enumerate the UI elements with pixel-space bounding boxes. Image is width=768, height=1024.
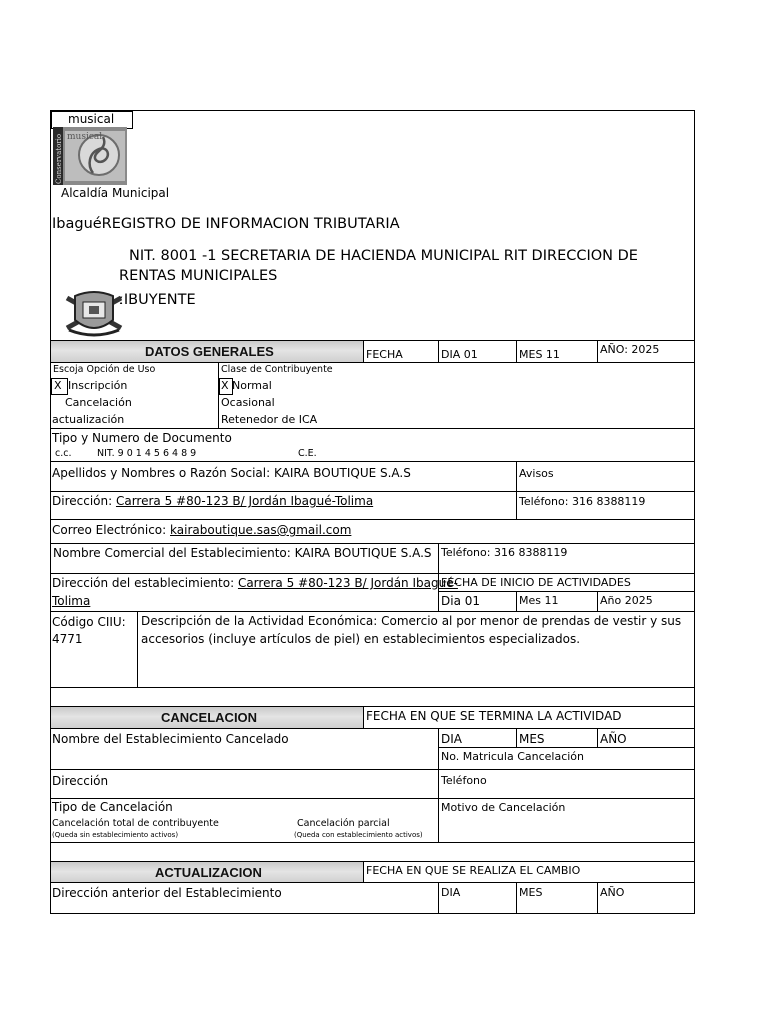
uso-mark: X — [54, 379, 62, 392]
cancelacion-title: CANCELACION — [161, 710, 258, 725]
fecha-dia: DIA 01 — [441, 348, 478, 361]
cancelacion-parcial-option[interactable]: Cancelación parcial — [297, 818, 390, 829]
direccion-field: Dirección: Carrera 5 #80-123 B/ Jordán Ibagué-Tolima — [52, 494, 374, 508]
actualizacion-anio: AÑO — [600, 886, 625, 899]
ce-label: C.E. — [298, 448, 317, 459]
header-line-4: ːIBUYENTE — [119, 292, 196, 308]
frame-top — [50, 110, 695, 111]
fecha-mes: MES 11 — [519, 348, 560, 361]
actividad-line-2: accesorios (incluye artículos de piel) en establecimientos especializados. — [141, 632, 581, 646]
cancelacion-direccion-label: Dirección — [52, 774, 109, 788]
tipo-doc-label: Tipo y Numero de Documento — [52, 431, 232, 445]
telefono-field: Teléfono: 316 8388119 — [519, 495, 646, 508]
inicio-anio: Año 2025 — [600, 594, 653, 607]
uso-label: Escoja Opción de Uso — [53, 364, 156, 375]
correo-field: Correo Electrónico: kairaboutique.sas@gmail.com — [52, 523, 352, 537]
nit-value: NIT. 9 0 1 4 5 6 4 8 9 — [97, 448, 197, 459]
telefono-establecimiento: Teléfono: 316 8388119 — [441, 546, 568, 559]
header-line-1: IbaguéREGISTRO DE INFORMACION TRIBUTARIA — [52, 216, 400, 232]
frame-right — [694, 110, 695, 914]
nombre-comercial: Nombre Comercial del Establecimiento: KAIRA BOUTIQUE S.A.S — [53, 546, 432, 560]
frame-left — [50, 110, 51, 914]
cancelacion-telefono-label: Teléfono — [441, 774, 487, 787]
logo-side-text: Conservatorio — [55, 133, 63, 184]
actualizacion-fecha-label: FECHA EN QUE SE REALIZA EL CAMBIO — [366, 864, 581, 877]
cc-label: c.c. — [55, 448, 72, 459]
header-line-2: NIT. 8001 -1 SECRETARIA DE HACIENDA MUNICIPAL RIT DIRECCION DE — [129, 248, 638, 264]
direccion-establecimiento: Dirección del establecimiento: Carrera 5 #80-123 B/ Jordán Ibagué- — [52, 576, 458, 590]
cancelacion-mes: MES — [519, 732, 545, 746]
ciiu-value: 4771 — [52, 632, 83, 646]
cancelacion-fecha-label: FECHA EN QUE SE TERMINA LA ACTIVIDAD — [366, 709, 622, 723]
avisos-label: Avisos — [519, 467, 554, 480]
fecha-inicio-label: FECHA DE INICIO DE ACTIVIDADES — [441, 576, 631, 589]
cancelacion-parcial-note: (Queda con establecimiento activos) — [294, 831, 423, 839]
cancelacion-anio: AÑO — [600, 732, 627, 746]
direccion-value: Carrera 5 #80-123 B/ Jordán Ibagué-Tolima — [115, 494, 374, 508]
clase-label: Clase de Contribuyente — [221, 364, 333, 375]
uso-option-actualizacion[interactable]: actualización — [52, 413, 125, 426]
clase-option-normal[interactable]: Normal — [232, 379, 272, 392]
logo-overlay-text: musical — [67, 132, 103, 142]
fecha-label: FECHA — [366, 348, 403, 361]
tipo-cancelacion-label: Tipo de Cancelación — [52, 800, 173, 814]
header-line-3: RENTAS MUNICIPALES — [119, 268, 278, 284]
direccion-anterior-label: Dirección anterior del Establecimiento — [52, 886, 282, 900]
establecimiento-cancelado-label: Nombre del Establecimiento Cancelado — [52, 732, 289, 746]
cancelacion-total-note: (Queda sin establecimiento activos) — [52, 831, 179, 839]
datos-generales-title: DATOS GENERALES — [145, 344, 274, 359]
actualizacion-dia: DIA — [441, 886, 461, 899]
fecha-anio: AÑO: 2025 — [600, 343, 660, 356]
ciiu-label: Código CIIU: — [52, 615, 126, 629]
correo-value[interactable]: kairaboutique.sas@gmail.com — [170, 523, 352, 537]
conservatory-logo — [53, 127, 127, 185]
uso-option-cancelacion[interactable]: Cancelación — [65, 396, 132, 409]
cancelacion-dia: DIA — [441, 732, 462, 746]
inicio-dia: Dia 01 — [441, 594, 481, 608]
municipal-seal — [61, 290, 127, 338]
logo-caption: musical — [68, 112, 115, 126]
clase-option-retenedor[interactable]: Retenedor de ICA — [221, 413, 318, 426]
alcaldia-label: Alcaldía Municipal — [61, 186, 170, 200]
motivo-cancelacion-label: Motivo de Cancelación — [441, 801, 566, 814]
matricula-cancelacion-label: No. Matricula Cancelación — [441, 750, 585, 763]
inicio-mes: Mes 11 — [519, 594, 559, 607]
cancelacion-total-option[interactable]: Cancelación total de contribuyente — [52, 818, 219, 829]
direccion-establecimiento-value-2: Tolima — [52, 594, 91, 608]
actualizacion-mes: MES — [519, 886, 543, 899]
uso-option-inscripcion[interactable]: Inscripción — [68, 379, 128, 392]
actualizacion-title: ACTUALIZACION — [155, 865, 262, 880]
direccion-establecimiento-value: Carrera 5 #80-123 B/ Jordán Ibagué- — [237, 576, 458, 590]
clase-option-ocasional[interactable]: Ocasional — [221, 396, 275, 409]
razon-social: Apellidos y Nombres o Razón Social: KAIRA BOUTIQUE S.A.S — [52, 466, 411, 480]
actividad-line-1: Descripción de la Actividad Económica: Comercio al por menor de prendas de vestir y sus — [141, 614, 682, 628]
clase-mark: X — [221, 379, 229, 392]
